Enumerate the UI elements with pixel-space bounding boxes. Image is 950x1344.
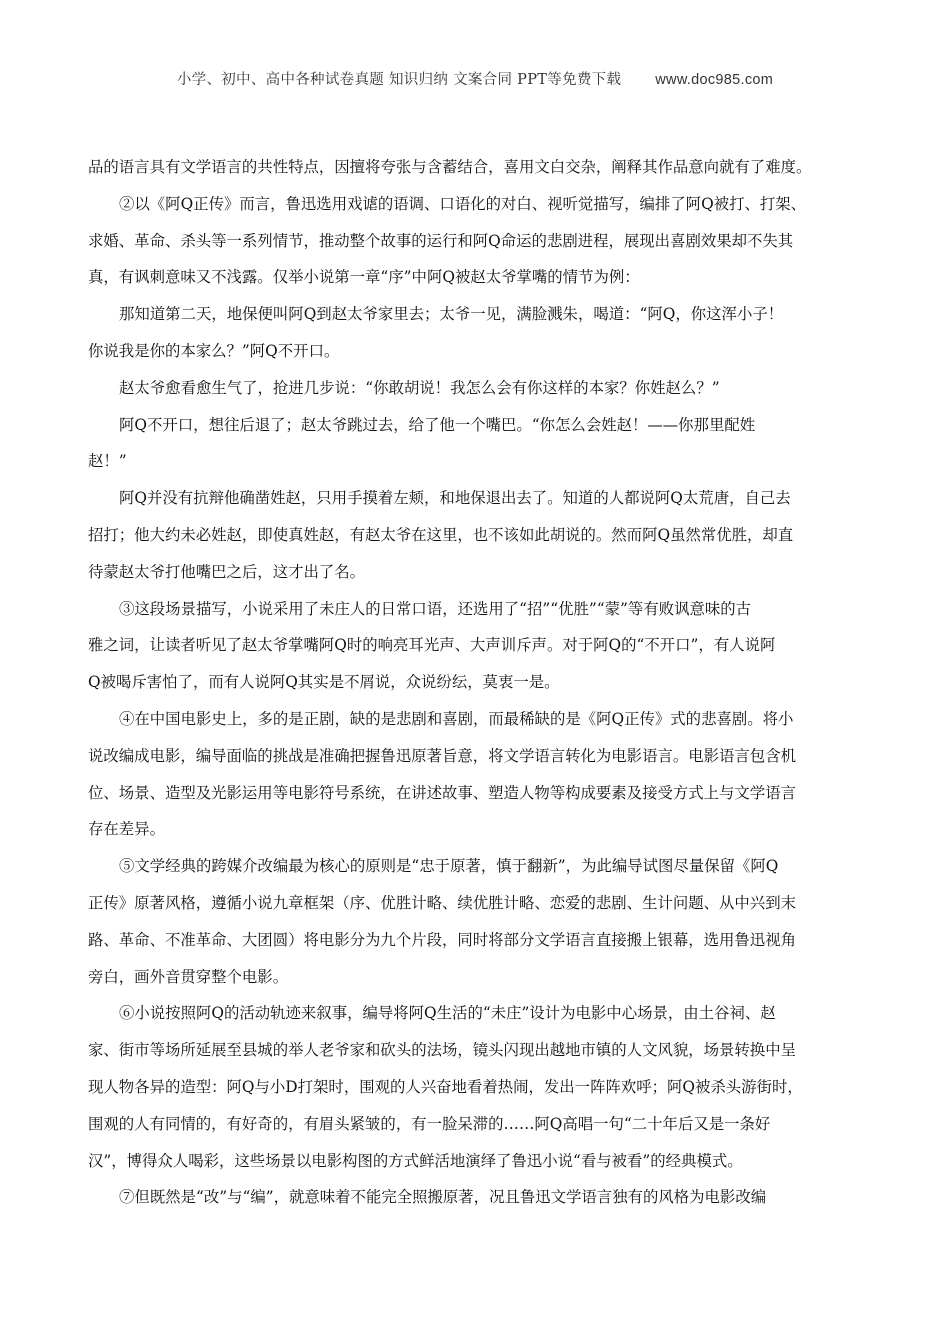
text-line: 求婚、革命、杀头等一系列情节，推动整个故事的运行和阿Q命运的悲剧进程，展现出喜剧效果却不失其	[88, 231, 794, 250]
header-url[interactable]: www.doc985.com	[655, 72, 774, 88]
text-line: ④在中国电影史上，多的是正剧，缺的是悲剧和喜剧，而最稀缺的是《阿Q正传》式的悲喜剧。将小	[119, 709, 794, 728]
text-line: 旁白，画外音贯穿整个电影。	[88, 967, 289, 986]
text-line: 说改编成电影，编导面临的挑战是准确把握鲁迅原著旨意，将文学语言转化为电影语言。电影语言包含机	[88, 746, 796, 765]
text-line: ⑥小说按照阿Q的活动轨迹来叙事，编导将阿Q生活的“未庄”设计为电影中心场景，由土谷祠、赵	[119, 1004, 776, 1023]
text-line: 雅之词，让读者听见了赵太爷掌嘴阿Q时的响亮耳光声、大声训斥声。对于阿Q的“不开口”，有人说阿	[88, 636, 776, 655]
text-line: 真，有讽刺意味又不浅露。仅举小说第一章“序”中阿Q被赵太爷掌嘴的情节为例：	[88, 268, 640, 287]
header-text: 小学、初中、高中各种试卷真题 知识归纳 文案合同 PPT等免费下载	[176, 72, 622, 88]
text-line: 围观的人有同情的，有好奇的，有眉头紧皱的，有一脸呆滞的……阿Q高唱一句“二十年后又是一条好	[88, 1114, 771, 1133]
text-line: 你说我是你的本家么？”阿Q不开口。	[88, 341, 340, 360]
text-line: 位、场景、造型及光影运用等电影符号系统，在讲述故事、塑造人物等构成要素及接受方式上与文学语言	[88, 783, 796, 802]
text-line: 那知道第二天，地保便叫阿Q到赵太爷家里去；太爷一见，满脸溅朱，喝道：“阿Q，你这浑小子！	[119, 305, 784, 324]
text-line: 汉”，博得众人喝彩，这些场景以电影构图的方式鲜活地演绎了鲁迅小说“看与被看”的经典模式。	[88, 1151, 743, 1170]
text-line: 赵！”	[88, 452, 127, 471]
text-line: 现人物各异的造型：阿Q与小D打架时，围观的人兴奋地看着热闹，发出一阵阵欢呼；阿Q被杀头游街时，	[88, 1077, 803, 1096]
article-body	[88, 149, 878, 1216]
text-line: ⑤文学经典的跨媒介改编最为核心的原则是“忠于原著，慎于翻新”，为此编导试图尽量保留《阿Q	[119, 857, 779, 876]
text-line: 待蒙赵太爷打他嘴巴之后，这才出了名。	[88, 562, 366, 581]
text-line: 存在差异。	[88, 820, 165, 839]
text-line: 正传》原著风格，遵循小说九章框架（序、优胜计略、续优胜计略、恋爱的悲剧、生计问题、从中兴到末	[88, 893, 796, 912]
text-line: 阿Q不开口，想往后退了；赵太爷跳过去，给了他一个嘴巴。“你怎么会姓赵！——你那里配姓	[119, 415, 756, 434]
text-line: 赵太爷愈看愈生气了，抢进几步说：“你敢胡说！我怎么会有你这样的本家？你姓赵么？”	[119, 378, 720, 397]
text-line: ⑦但既然是“改”与“编”，就意味着不能完全照搬原著，况且鲁迅文学语言独有的风格为电影改编	[119, 1188, 767, 1207]
text-line: 品的语言具有文学语言的共性特点，因擅将夸张与含蓄结合，喜用文白交杂，阐释其作品意向就有了难度。	[88, 158, 812, 176]
text-line: ②以《阿Q正传》而言，鲁迅选用戏谑的语调、口语化的对白、视听觉描写，编排了阿Q被打、打架、	[119, 194, 807, 213]
text-line: 阿Q并没有抗辩他确凿姓赵，只用手摸着左颊，和地保退出去了。知道的人都说阿Q太荒唐，自己去	[119, 489, 791, 508]
text-line: 招打；他大约未必姓赵，即使真姓赵，有赵太爷在这里，也不该如此胡说的。然而阿Q虽然常优胜，却直	[88, 525, 794, 544]
text-line: 家、街市等场所延展至县城的举人老爷家和砍头的法场，镜头闪现出越地市镇的人文风貌，场景转换中呈	[88, 1041, 796, 1060]
page-header	[0, 68, 950, 89]
text-line: 路、革命、不准革命、大团圆）将电影分为九个片段，同时将部分文学语言直接搬上银幕，选用鲁迅视角	[88, 930, 796, 949]
text-line: Q被喝斥害怕了，而有人说阿Q其实是不屑说，众说纷纭，莫衷一是。	[88, 673, 560, 692]
text-line: ③这段场景描写，小说采用了未庄人的日常口语，还选用了“招”“优胜”“蒙”等有败讽意味的古	[119, 599, 752, 618]
